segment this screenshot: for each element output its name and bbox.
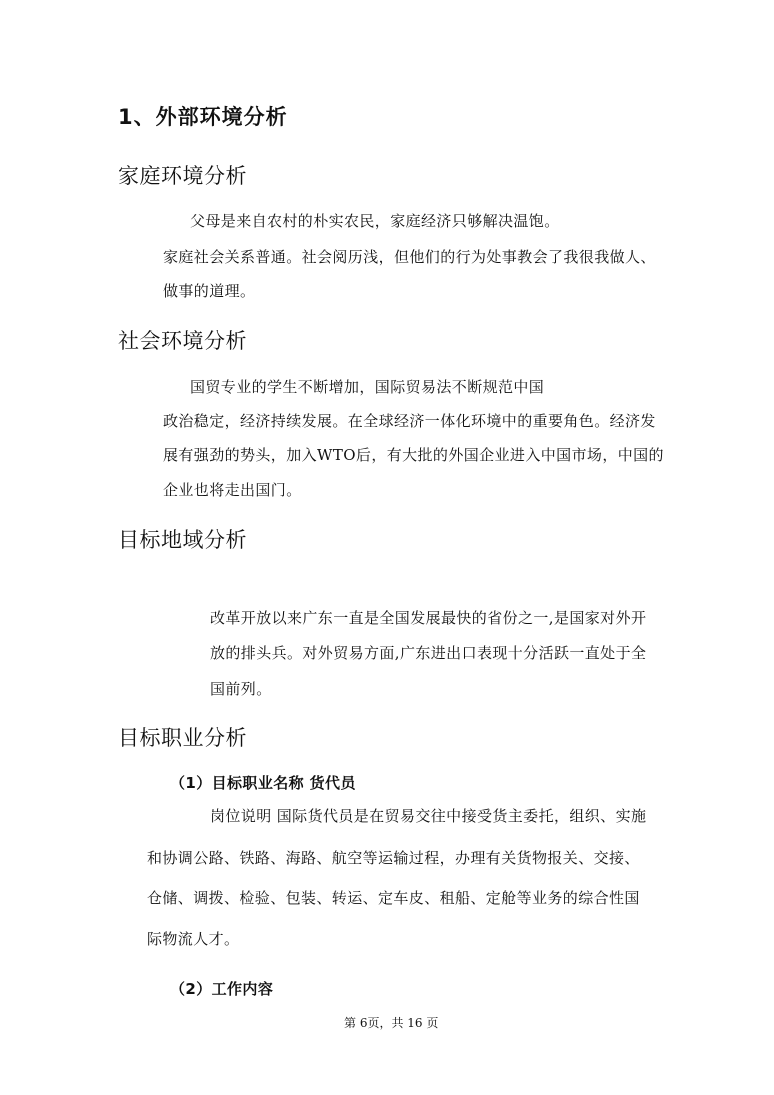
career-item1-line-1: 岗位说明 国际货代员是在贸易交往中接受货主委托，组织、实施 (210, 807, 647, 825)
career-heading: 目标职业分析 (118, 726, 247, 750)
family-line-3: 做事的道理。 (163, 282, 256, 300)
career-item1-line-4: 际物流人才。 (147, 930, 240, 948)
society-line-1: 国贸专业的学生不断增加，国际贸易法不断规范中国 (190, 378, 545, 396)
society-line-2: 政治稳定，经济持续发展。在全球经济一体化环境中的重要角色。经济发 (163, 412, 656, 430)
region-line-2: 放的排头兵。对外贸易方面,广东进出口表现十分活跃一直处于全 (210, 644, 647, 662)
page-footer: 第 6页，共 16 页 (344, 1016, 439, 1030)
region-line-3: 国前列。 (210, 680, 272, 698)
society-line-4: 企业也将走出国门。 (163, 481, 302, 499)
region-line-1: 改革开放以来广东一直是全国发展最快的省份之一,是国家对外开 (210, 609, 647, 627)
society-line-3: 展有强劲的势头，加入WTO后，有大批的外国企业进入中国市场，中国的 (163, 446, 664, 464)
career-item2-title: （2）工作内容 (170, 980, 274, 998)
family-line-1: 父母是来自农村的朴实农民，家庭经济只够解决温饱。 (190, 212, 560, 230)
society-heading: 社会环境分析 (118, 329, 247, 353)
career-item1-title: （1）目标职业名称 货代员 (170, 774, 356, 792)
family-line-2: 家庭社会关系普通。社会阅历浅，但他们的行为处事教会了我很我做人、 (163, 248, 656, 266)
career-item1-line-3: 仓储、调拨、检验、包装、转运、定车皮、租船、定舱等业务的综合性国 (147, 889, 640, 907)
section-title: 1、外部环境分析 (118, 105, 288, 129)
family-heading: 家庭环境分析 (118, 164, 247, 188)
region-heading: 目标地域分析 (118, 528, 247, 552)
career-item1-line-2: 和协调公路、铁路、海路、航空等运输过程，办理有关货物报关、交接、 (147, 849, 640, 867)
